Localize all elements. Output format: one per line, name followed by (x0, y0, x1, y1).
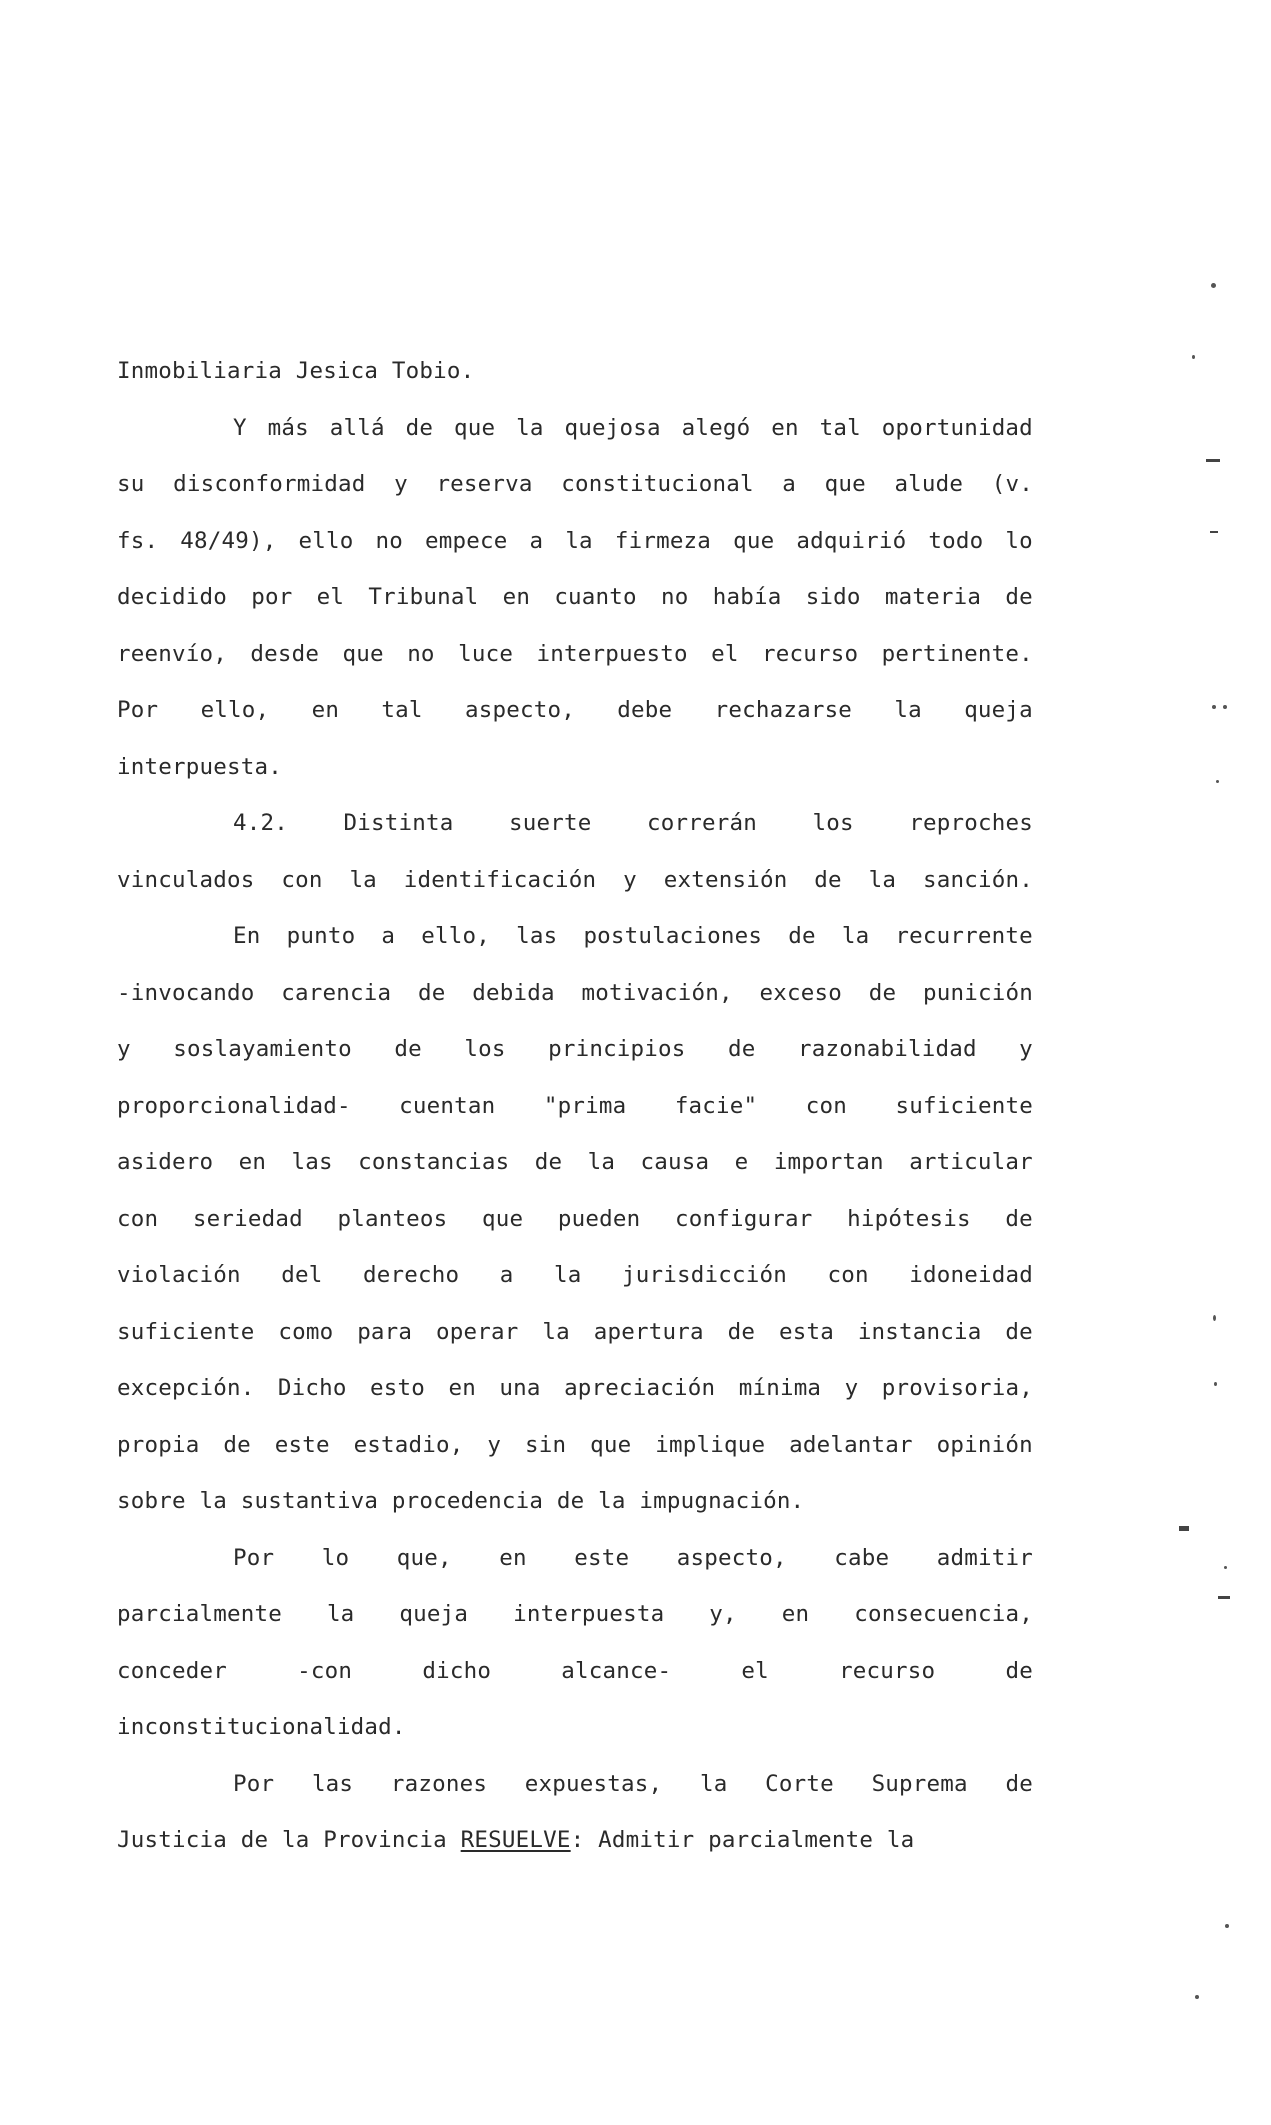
word: consecuencia, (854, 1601, 1033, 1627)
paragraph-line (233, 413, 1033, 443)
word: allá (329, 415, 385, 441)
scan-speck (1212, 705, 1216, 709)
text-line (117, 1656, 1033, 1686)
text-line (117, 1430, 1033, 1460)
word: de (394, 1036, 422, 1062)
word: como (278, 1319, 334, 1345)
section-heading-line (233, 808, 1033, 838)
word: alcance- (561, 1658, 672, 1684)
word: la (587, 1149, 616, 1175)
word: cuentan (399, 1093, 496, 1119)
word: en (238, 1149, 267, 1175)
word: importan (773, 1149, 884, 1175)
word: instancia (857, 1319, 982, 1345)
word: pertinente. (881, 641, 1033, 667)
resolution-line-lead: Justicia de la Provincia (117, 1827, 447, 1853)
word: punto (286, 923, 356, 949)
word: interpuesto (536, 641, 688, 667)
word: recurso (762, 641, 859, 667)
text-line (117, 695, 1033, 725)
word: pueden (557, 1206, 641, 1232)
word: a (782, 471, 797, 497)
word: las (291, 1149, 333, 1175)
scan-speck (1225, 1924, 1229, 1928)
word: de (868, 980, 897, 1006)
word: razones (390, 1771, 488, 1797)
word: la (326, 1601, 355, 1627)
word: suficiente (117, 1319, 255, 1345)
text-line (117, 1204, 1033, 1234)
text-line (117, 582, 1033, 612)
word: configurar (675, 1206, 813, 1232)
word: En (233, 923, 261, 949)
word: esto (370, 1375, 426, 1401)
paragraph-line (233, 1769, 1033, 1799)
word: adquirió (796, 528, 907, 554)
word: parcialmente (117, 1601, 282, 1627)
text-line: inconstitucionalidad. (117, 1714, 406, 1740)
word: 48/49), (180, 528, 277, 554)
word: el (711, 641, 739, 667)
word: la (565, 528, 593, 554)
word: asidero (117, 1149, 214, 1175)
scan-speck (1224, 1566, 1227, 1569)
text-line (117, 639, 1033, 669)
word: decidido (117, 584, 227, 610)
word: todo (928, 528, 984, 554)
word: de (727, 1319, 756, 1345)
word: con (281, 867, 323, 893)
word: causa (640, 1149, 710, 1175)
word: y (487, 1432, 502, 1458)
word: de (417, 980, 446, 1006)
word: que (342, 641, 384, 667)
word: extensión (663, 867, 788, 893)
word: Por (233, 1545, 275, 1571)
word: estadio, (353, 1432, 464, 1458)
word: apertura (593, 1319, 704, 1345)
word: de (534, 1149, 563, 1175)
word: lo (1005, 528, 1033, 554)
word: ello, (421, 923, 490, 949)
word: la (516, 415, 544, 441)
word: planteos (337, 1206, 448, 1232)
word: con (117, 1206, 159, 1232)
word: motivación, (581, 980, 733, 1006)
word: de (1005, 1319, 1033, 1345)
word: su (117, 471, 145, 497)
text-line (117, 1034, 1033, 1064)
word: sido (805, 584, 861, 610)
text-line (117, 1147, 1033, 1177)
word: Corte (765, 1771, 834, 1797)
text-line (117, 1317, 1033, 1347)
word: y, (709, 1601, 737, 1627)
resuelve-keyword: RESUELVE (460, 1827, 571, 1853)
word: Y (233, 415, 247, 441)
word: los (812, 810, 854, 836)
word: Dicho (277, 1375, 347, 1401)
word: suerte (509, 810, 592, 836)
text-line: interpuesta. (117, 754, 282, 780)
word: de (405, 415, 434, 441)
word: este (574, 1545, 630, 1571)
word: proporcionalidad- (117, 1093, 351, 1119)
word: en (771, 415, 799, 441)
paragraph-line (233, 921, 1033, 951)
word: facie" (674, 1093, 758, 1119)
word: de (223, 1432, 251, 1458)
word: Distinta (343, 810, 454, 836)
word: en (311, 697, 340, 723)
word: Por (233, 1771, 275, 1797)
word: (v. (991, 471, 1033, 497)
scan-speck (1216, 780, 1219, 783)
word: principios (548, 1036, 686, 1062)
word: -invocando (117, 980, 255, 1006)
word: dicho (422, 1658, 492, 1684)
word: ello (298, 528, 354, 554)
word: de (788, 923, 816, 949)
word: no (375, 528, 404, 554)
word: recurso (839, 1658, 936, 1684)
text-line: sobre la sustantiva procedencia de la impugnación. (117, 1488, 805, 1514)
word: recurrente (895, 923, 1033, 949)
word: de (1005, 1771, 1033, 1797)
text-line (117, 865, 1033, 895)
word: para (357, 1319, 413, 1345)
word: razonabilidad (797, 1036, 977, 1062)
word: tal (381, 697, 423, 723)
word: del (281, 1262, 323, 1288)
scan-speck (1213, 1315, 1216, 1321)
word: violación (117, 1262, 241, 1288)
word: con (805, 1093, 848, 1119)
word: a (529, 528, 544, 554)
word: Tribunal (368, 584, 479, 610)
word: empece (425, 528, 508, 554)
word: apreciación (564, 1375, 716, 1401)
word: y (623, 867, 637, 893)
word: y (1019, 1036, 1033, 1062)
word: el (316, 584, 345, 610)
word: suficiente (895, 1093, 1033, 1119)
word: los (464, 1036, 506, 1062)
word: provisoria, (881, 1375, 1033, 1401)
word: esta (778, 1319, 834, 1345)
word: disconformidad (173, 471, 366, 497)
word: opinión (936, 1432, 1033, 1458)
word: implique (655, 1432, 766, 1458)
word: cuanto (554, 584, 637, 610)
word: y (844, 1375, 859, 1401)
word: rechazarse (714, 697, 853, 723)
word: que (733, 528, 775, 554)
word: que, (396, 1545, 452, 1571)
word: interpuesta (513, 1601, 665, 1627)
scan-mark (1179, 1526, 1189, 1531)
word: articular (909, 1149, 1033, 1175)
word: que (482, 1206, 524, 1232)
scan-speck (1223, 705, 1227, 709)
word: seriedad (192, 1206, 303, 1232)
word: queja (964, 697, 1033, 723)
word: la (542, 1319, 570, 1345)
word: -con (297, 1658, 353, 1684)
scan-mark (1218, 1596, 1230, 1599)
word: de (1005, 1658, 1033, 1684)
word: sin (525, 1432, 567, 1458)
word: jurisdicción (622, 1262, 787, 1288)
word: derecho (363, 1262, 460, 1288)
word: en (502, 584, 531, 610)
word: 4.2. (233, 810, 288, 836)
word: a (499, 1262, 514, 1288)
text-line (117, 526, 1033, 556)
word: quejosa (564, 415, 661, 441)
word: sanción. (923, 867, 1033, 893)
word: de (1005, 1206, 1033, 1232)
word: luce (458, 641, 514, 667)
text-line (117, 1260, 1033, 1290)
word: soslayamiento (173, 1036, 352, 1062)
text-line: Inmobiliaria Jesica Tobio. (117, 358, 475, 384)
word: reproches (909, 810, 1033, 836)
word: Suprema (871, 1771, 968, 1797)
word: correrán (647, 810, 757, 836)
word: la (554, 1262, 582, 1288)
word: las (516, 923, 558, 949)
word: ello, (200, 697, 270, 723)
word: alude (894, 471, 964, 497)
scan-mark (1210, 531, 1218, 533)
word: de (1005, 584, 1033, 610)
word: constancias (358, 1149, 510, 1175)
scan-mark (1206, 459, 1220, 462)
word: firmeza (614, 528, 712, 554)
word: de (728, 1036, 756, 1062)
word: más (267, 415, 309, 441)
word: había (712, 584, 782, 610)
paragraph-line (233, 1543, 1033, 1573)
text-line (117, 1373, 1033, 1403)
word: debe (617, 697, 673, 723)
word: las (311, 1771, 354, 1797)
word: la (841, 923, 870, 949)
word: alegó (681, 415, 751, 441)
word: exceso (759, 980, 842, 1006)
text-line (117, 978, 1033, 1008)
word: debida (472, 980, 555, 1006)
word: aspecto, (676, 1545, 787, 1571)
word: adelantar (789, 1432, 913, 1458)
word: Por (117, 697, 159, 723)
word: identificación (403, 867, 597, 893)
word: cabe (834, 1545, 890, 1571)
word: en (499, 1545, 527, 1571)
word: constitucional (561, 471, 754, 497)
text-line (117, 469, 1033, 499)
scan-speck (1214, 1382, 1217, 1386)
word: expuestas, (524, 1771, 663, 1797)
word: que (824, 471, 866, 497)
word: e (734, 1149, 749, 1175)
word: por (251, 584, 293, 610)
word: hipótesis (847, 1206, 971, 1232)
word: desde (250, 641, 320, 667)
word: materia (884, 584, 982, 610)
word: no (407, 641, 435, 667)
word: excepción. (117, 1375, 255, 1401)
word: que (590, 1432, 632, 1458)
word: y (117, 1036, 131, 1062)
word: postulaciones (583, 923, 763, 949)
word: la (868, 867, 897, 893)
word: en (448, 1375, 476, 1401)
word: queja (399, 1601, 469, 1627)
word: admitir (936, 1545, 1033, 1571)
word: con (827, 1262, 869, 1288)
word: en (781, 1601, 810, 1627)
word: el (741, 1658, 769, 1684)
word: conceder (117, 1658, 227, 1684)
word: tal (819, 415, 861, 441)
word: "prima (543, 1093, 627, 1119)
scan-speck (1211, 283, 1216, 288)
word: a (381, 923, 396, 949)
word: la (894, 697, 922, 723)
word: mínima (738, 1375, 822, 1401)
scan-speck (1192, 355, 1195, 359)
scan-speck (1195, 1995, 1199, 1999)
text-line (117, 1599, 1033, 1629)
word: reenvío, (117, 641, 227, 667)
word: oportunidad (881, 415, 1033, 441)
word: la (699, 1771, 728, 1797)
word: aspecto, (464, 697, 575, 723)
word: de (814, 867, 842, 893)
word: punición (923, 980, 1033, 1006)
word: propia (117, 1432, 200, 1458)
word: vinculados (117, 867, 255, 893)
word: idoneidad (909, 1262, 1033, 1288)
word: la (349, 867, 377, 893)
word: que (454, 415, 496, 441)
word: operar (436, 1319, 519, 1345)
word: este (274, 1432, 330, 1458)
word: fs. (117, 528, 159, 554)
resolution-line (117, 1825, 1033, 1855)
word: y (394, 471, 408, 497)
word: no (661, 584, 689, 610)
text-line (117, 1091, 1033, 1121)
word: carencia (281, 980, 392, 1006)
word: una (499, 1375, 541, 1401)
resolution-line-tail: : Admitir parcialmente la (570, 1827, 915, 1853)
word: lo (321, 1545, 350, 1571)
word: reserva (436, 471, 533, 497)
